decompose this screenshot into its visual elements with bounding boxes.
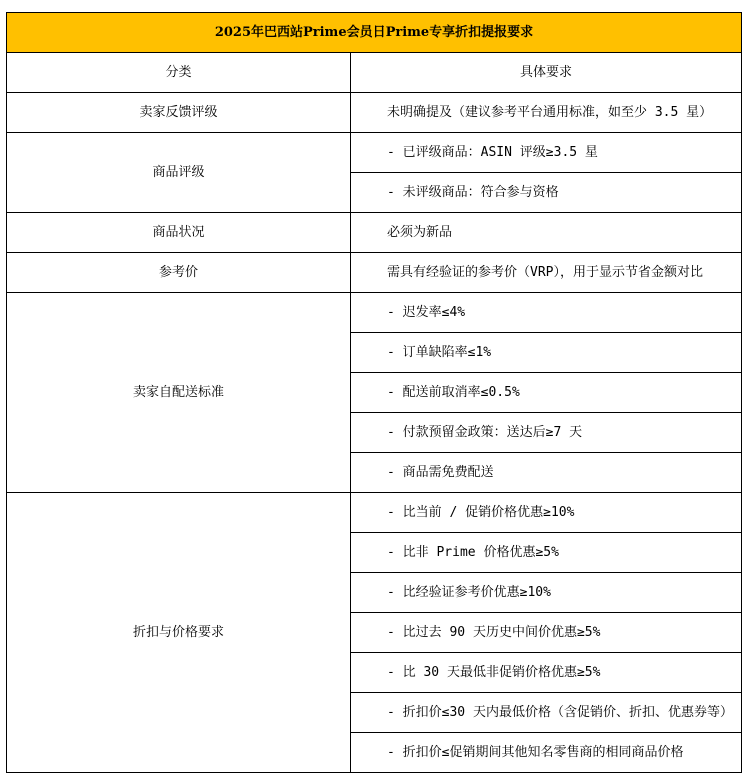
requirement-cell: - 比 30 天最低非促销价格优惠≥5% [351, 653, 742, 693]
category-reference-price: 参考价 [7, 253, 351, 293]
category-discount-pricing: 折扣与价格要求 [7, 493, 351, 773]
requirement-cell: - 折扣价≤30 天内最低价格（含促销价、折扣、优惠券等） [351, 693, 742, 733]
requirement-cell: - 订单缺陷率≤1% [351, 333, 742, 373]
requirement-cell: 未明确提及（建议参考平台通用标准，如至少 3.5 星） [351, 93, 742, 133]
header-category: 分类 [7, 53, 351, 93]
requirement-cell: - 未评级商品：符合参与资格 [351, 173, 742, 213]
requirement-cell: - 已评级商品：ASIN 评级≥3.5 星 [351, 133, 742, 173]
category-self-fulfillment: 卖家自配送标准 [7, 293, 351, 493]
category-seller-feedback: 卖家反馈评级 [7, 93, 351, 133]
table-title: 2025年巴西站Prime会员日Prime专享折扣提报要求 [7, 13, 742, 53]
category-product-condition: 商品状况 [7, 213, 351, 253]
requirement-cell: - 配送前取消率≤0.5% [351, 373, 742, 413]
requirement-cell: - 商品需免费配送 [351, 453, 742, 493]
requirement-cell: 必须为新品 [351, 213, 742, 253]
header-requirement: 具体要求 [351, 53, 742, 93]
requirements-table [6, 12, 742, 773]
requirement-cell: - 折扣价≤促销期间其他知名零售商的相同商品价格 [351, 733, 742, 773]
requirement-cell: - 比非 Prime 价格优惠≥5% [351, 533, 742, 573]
requirement-cell: - 迟发率≤4% [351, 293, 742, 333]
requirement-cell: - 比当前 / 促销价格优惠≥10% [351, 493, 742, 533]
requirement-cell: - 比过去 90 天历史中间价优惠≥5% [351, 613, 742, 653]
category-product-rating: 商品评级 [7, 133, 351, 213]
requirement-cell: 需具有经验证的参考价（VRP），用于显示节省金额对比 [351, 253, 742, 293]
requirement-cell: - 付款预留金政策：送达后≥7 天 [351, 413, 742, 453]
requirement-cell: - 比经验证参考价优惠≥10% [351, 573, 742, 613]
